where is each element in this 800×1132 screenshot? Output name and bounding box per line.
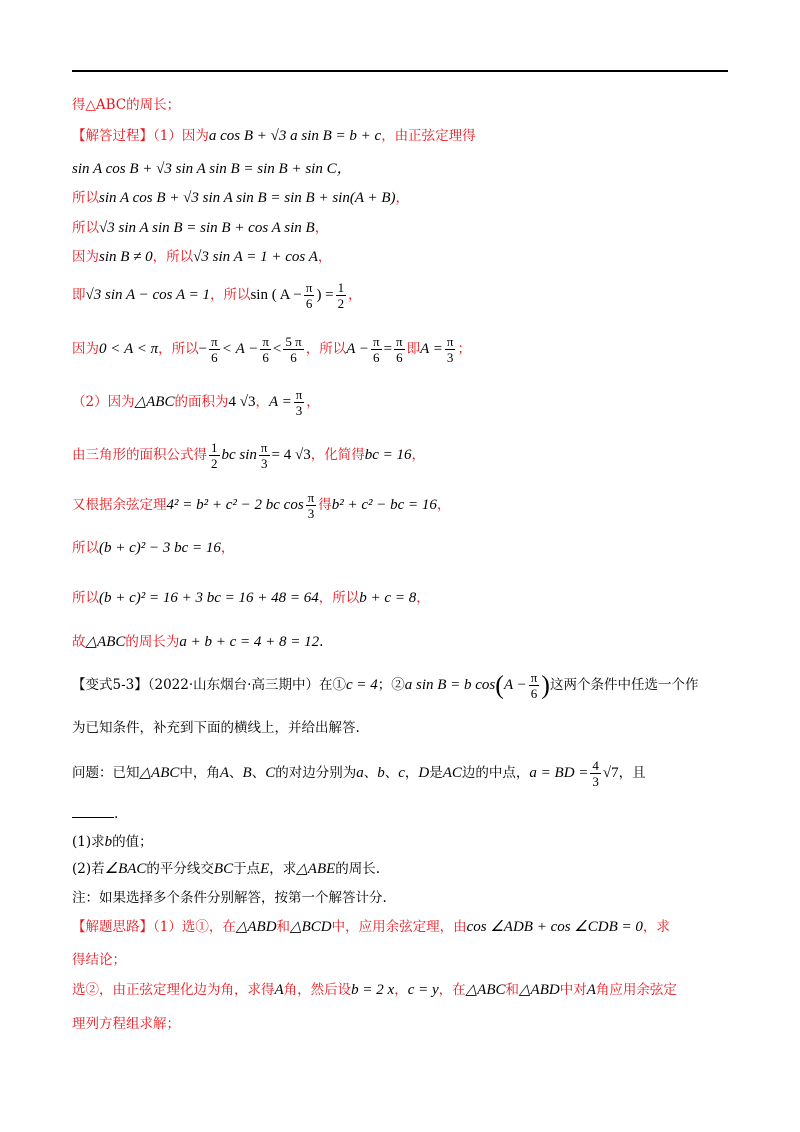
fraction: $\frac{\pi}{3}$ — [307, 490, 315, 521]
fraction: $\frac{\pi}{6}$ — [396, 334, 403, 365]
text-line: (2)若∠BAC的平分线交BC于点E，求△ABE的周长. — [72, 861, 381, 877]
text-line: 因为0 < A < π，所以− $\frac{\pi}{6}$ < A − $\frac{\pi}{6}$ < $\frac{5 \pi}{6}$ ，所以A − $\frac{\pi}{6}$ = $\frac{\pi}{6}$ 即A = $\frac{\pi}{3}$ ； — [72, 334, 471, 365]
math: √3 sin A − cos A = 1 — [85, 287, 210, 303]
text-line: 得△ABC的周长； — [72, 97, 181, 113]
text-line: 理列方程组求解； — [72, 1016, 180, 1032]
answer-blank-line: . — [72, 804, 118, 824]
fraction: $\frac{\pi}{6}$ — [530, 670, 538, 701]
text-line: 【解题思路】（1）选①，在△ABD和△BCD中，应用余弦定理，由cos ∠ADB + cos ∠CDB = 0，求 — [72, 919, 670, 935]
text-line: 故△ABC的周长为a + b + c = 4 + 8 = 12. — [72, 634, 324, 650]
text-line: 问题：已知△ABC中，角A、B、C的对边分别为a、b、c，D是AC边的中点，a = BD = $\frac{4}{3}$ √7，且 — [72, 758, 646, 789]
text-line: 所以(b + c)² − 3 bc = 16， — [72, 540, 235, 556]
fraction: $\frac{1}{2}$ — [211, 440, 218, 471]
answer-blank — [72, 817, 114, 818]
fraction: $\frac{5 \pi}{6}$ — [285, 334, 302, 365]
math: ) = — [316, 287, 334, 303]
text-line — [72, 159, 352, 179]
math: a cos B + √3 a sin B = b + c — [208, 128, 382, 144]
section-tag: 【解答过程】 — [72, 128, 153, 144]
math: sin B ≠ 0 — [99, 249, 153, 265]
text-line: 又根据余弦定理4² = b² + c² − 2 bc cos $\frac{\pi}{3}$ 得b² + c² − bc = 16， — [72, 490, 451, 521]
fraction: $\frac{\pi}{6}$ — [305, 280, 313, 311]
fraction: $\frac{\pi}{3}$ — [260, 440, 268, 471]
header-rule — [72, 70, 728, 72]
fraction: $\frac{1}{2}$ — [337, 280, 345, 311]
text-line: 【解答过程】（1）因为a cos B + √3 a sin B = b + c，由正弦定理得 — [72, 128, 476, 144]
text-line: 所以√3 sin A sin B = sin B + cos A sin B， — [72, 220, 329, 236]
text-line: 得结论； — [72, 952, 126, 968]
text-line: 因为sin B ≠ 0，所以√3 sin A = 1 + cos A， — [72, 249, 332, 265]
text-line: 【变式5-3】（2022·山东烟台·高三期中）在①c = 4；②a sin B = b cos(A − $\frac{\pi}{6}$ )这两个条件中任选一个作 — [72, 670, 699, 701]
fraction: $\frac{\pi}{3}$ — [446, 334, 454, 365]
text-line: (1)求b的值； — [72, 834, 153, 850]
fraction: $\frac{\pi}{6}$ — [211, 334, 218, 365]
text-line: 所以sin A cos B + √3 sin A sin B = sin B + sin(A + B)， — [72, 190, 410, 206]
fraction: $\frac{\pi}{3}$ — [295, 387, 303, 418]
fraction: $\frac{\pi}{6}$ — [372, 334, 380, 365]
math: 0 < A < π — [99, 341, 159, 357]
math: √3 sin A sin B = sin B + cos A sin B — [99, 220, 315, 236]
section-tag: 【解题思路】 — [72, 919, 153, 935]
text-line: 即√3 sin A − cos A = 1，所以sin ( A − $\frac{\pi}{6}$ ) = $\frac{1}{2}$ ， — [72, 280, 362, 311]
text-line: 所以(b + c)² = 16 + 3 bc = 16 + 48 = 64，所以b + c = 8， — [72, 590, 430, 606]
text-line: 选②，由正弦定理化边为角，求得A角，然后设b = 2 x，c = y，在△ABC和△ABD中对A角应用余弦定 — [72, 982, 677, 998]
math: sin ( A − — [250, 287, 302, 303]
fraction: $\frac{\pi}{6}$ — [262, 334, 269, 365]
text-line: 由三角形的面积公式得 $\frac{1}{2}$ bc sin $\frac{\pi}{3}$ = 4 √3，化简得bc = 16， — [72, 440, 425, 471]
fraction: $\frac{4}{3}$ — [592, 758, 599, 789]
math: √3 sin A = 1 + cos A — [193, 249, 318, 265]
text-line: （2）因为△ABC的面积为4 √3，A = $\frac{\pi}{3}$ ， — [72, 387, 320, 418]
math: sin A cos B + √3 sin A sin B = sin B + sin C， — [72, 161, 352, 177]
section-tag: 【变式5-3】 — [72, 677, 148, 693]
text-line: 注：如果选择多个条件分别解答，按第一个解答计分. — [72, 890, 387, 906]
text-line: 为已知条件，补充到下面的横线上，并给出解答. — [72, 720, 360, 736]
math: sin A cos B + √3 sin A sin B = sin B + sin(A + B) — [99, 190, 396, 206]
